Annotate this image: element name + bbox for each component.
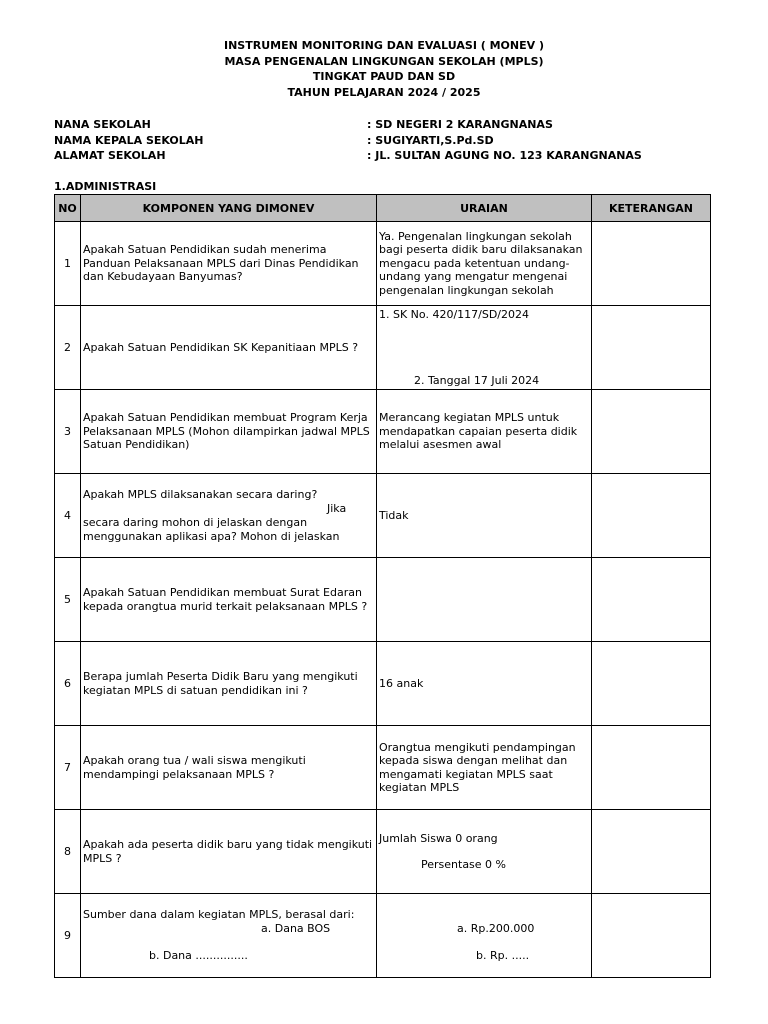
info-label: ALAMAT SEKOLAH [54, 149, 166, 162]
info-row-address [54, 148, 734, 164]
component-question: Apakah MPLS dilaksanakan secara daring? [83, 488, 318, 501]
section-title: 1.ADMINISTRASI [54, 180, 157, 193]
notes-cell [592, 306, 711, 390]
percentage: Persentase 0 % [421, 858, 506, 871]
component-cell: Berapa jumlah Peserta Didik Baru yang mengikuti kegiatan MPLS di satuan pendidikan ini ? [81, 642, 377, 726]
description-cell [377, 558, 592, 642]
info-label: NAMA KEPALA SEKOLAH [54, 133, 204, 147]
funding-option-b: b. Dana ............... [149, 949, 248, 962]
description-cell [377, 306, 592, 390]
column-header-component: KOMPONEN YANG DIMONEV [81, 195, 377, 222]
description-cell: Tidak [377, 474, 592, 558]
table-header-row [55, 195, 711, 222]
row-number: 8 [55, 810, 81, 894]
row-number: 3 [55, 390, 81, 474]
table-row [55, 306, 711, 390]
info-label: NANA SEKOLAH [54, 118, 151, 131]
funding-amount-b: b. Rp. ..... [476, 949, 530, 962]
header-title: INSTRUMEN MONITORING DAN EVALUASI ( MONEV ) [224, 39, 544, 52]
table-row [55, 726, 711, 810]
school-info [54, 117, 734, 164]
description-cell: Orangtua mengikuti pendampingan kepada siswa dengan melihat dan mengamati kegiatan MPLS saat kegiatan MPLS [377, 726, 592, 810]
component-cell [81, 474, 377, 558]
info-row-principal [54, 133, 734, 149]
component-cell: Apakah Satuan Pendidikan membuat Surat Edaran kepada orangtua murid terkait pelaksanaan MPLS ? [81, 558, 377, 642]
component-cell: Apakah Satuan Pendidikan sudah menerima Panduan Pelaksanaan MPLS dari Dinas Pendidikan dan Kebudayaan Banyumas? [81, 222, 377, 306]
header-year: TAHUN PELAJARAN 2024 / 2025 [287, 85, 481, 99]
description-cell [377, 810, 592, 894]
notes-cell [592, 390, 711, 474]
document-header [0, 38, 768, 100]
component-cell: Apakah ada peserta didik baru yang tidak mengikuti MPLS ? [81, 810, 377, 894]
table-row [55, 894, 711, 978]
row-number: 7 [55, 726, 81, 810]
notes-cell [592, 222, 711, 306]
notes-cell [592, 642, 711, 726]
student-count: Jumlah Siswa 0 orang [379, 832, 498, 845]
info-value: : SUGIYARTI,S.Pd.SD [367, 133, 494, 147]
row-number: 4 [55, 474, 81, 558]
table-row [55, 390, 711, 474]
table-row [55, 222, 711, 306]
notes-cell [592, 810, 711, 894]
sk-number: 1. SK No. 420/117/SD/2024 [379, 308, 529, 321]
notes-cell [592, 726, 711, 810]
funding-option-a: a. Dana BOS [261, 922, 331, 935]
component-cell: Apakah Satuan Pendidikan SK Kepanitiaan MPLS ? [81, 306, 377, 390]
monev-table [54, 194, 711, 978]
description-cell [377, 894, 592, 978]
funding-amount-a: a. Rp.200.000 [457, 922, 535, 935]
row-number: 2 [55, 306, 81, 390]
component-cell [81, 894, 377, 978]
table-row [55, 474, 711, 558]
row-number: 1 [55, 222, 81, 306]
component-cell: Apakah orang tua / wali siswa mengikuti mendampingi pelaksanaan MPLS ? [81, 726, 377, 810]
info-value: : SD NEGERI 2 KARANGNANAS [367, 118, 553, 131]
info-value: : JL. SULTAN AGUNG NO. 123 KARANGNANAS [367, 149, 642, 162]
description-cell: 16 anak [377, 642, 592, 726]
header-subtitle: MASA PENGENALAN LINGKUNGAN SEKOLAH (MPLS) [224, 54, 544, 68]
description-cell: Ya. Pengenalan lingkungan sekolah bagi peserta didik baru dilaksanakan mengacu pada ketentuan undang-undang yang mengatur mengenai pengenalan lingkungan sekolah [377, 222, 592, 306]
notes-cell [592, 474, 711, 558]
column-header-notes: KETERANGAN [592, 195, 711, 222]
column-header-no: NO [55, 195, 81, 222]
component-cell: Apakah Satuan Pendidikan membuat Program Kerja Pelaksanaan MPLS (Mohon dilampirkan jadwal MPLS Satuan Pendidikan) [81, 390, 377, 474]
component-question-detail: secara daring mohon di jelaskan dengan menggunakan aplikasi apa? Mohon di jelaskan [83, 516, 340, 543]
notes-cell [592, 558, 711, 642]
info-row-school-name [54, 117, 734, 133]
component-question-cont: Jika [327, 502, 347, 515]
sk-date: 2. Tanggal 17 Juli 2024 [414, 374, 540, 387]
header-level: TINGKAT PAUD DAN SD [312, 70, 456, 83]
notes-cell [592, 894, 711, 978]
table-row [55, 642, 711, 726]
row-number: 6 [55, 642, 81, 726]
row-number: 9 [55, 894, 81, 978]
table-row [55, 558, 711, 642]
table-row [55, 810, 711, 894]
column-header-description: URAIAN [377, 195, 592, 222]
row-number: 5 [55, 558, 81, 642]
description-cell: Merancang kegiatan MPLS untuk mendapatkan capaian peserta didik melalui asesmen awal [377, 390, 592, 474]
funding-question: Sumber dana dalam kegiatan MPLS, berasal dari: [83, 908, 355, 921]
